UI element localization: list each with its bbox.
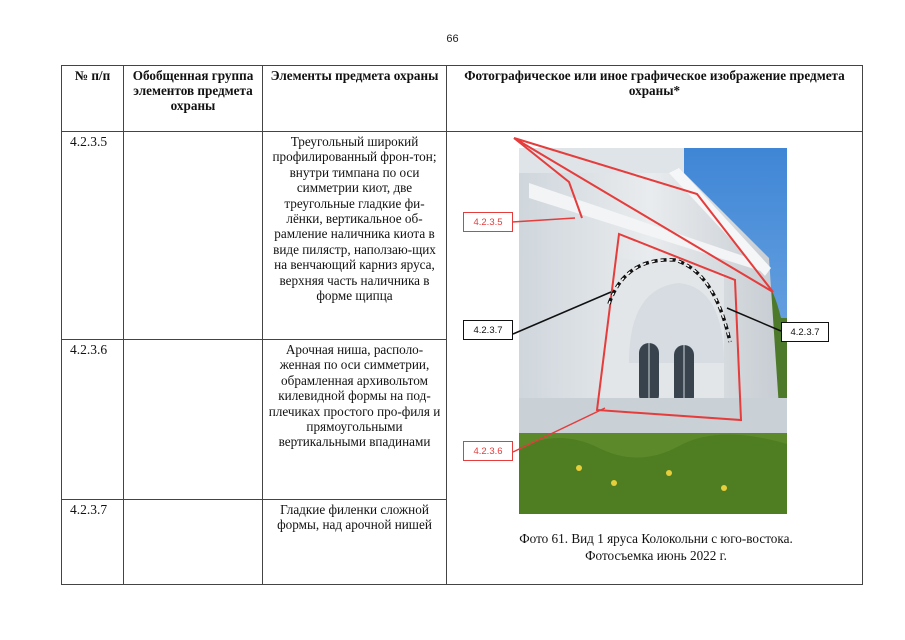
panel-right-leader — [727, 308, 781, 331]
pediment-lower-edge — [514, 138, 582, 218]
callout-panel-left: 4.2.3.7 — [463, 320, 513, 340]
table-row — [62, 132, 863, 340]
header-group: Обобщенная группа элементов предмета охраны — [124, 66, 263, 132]
header-number: № п/п — [62, 66, 124, 132]
row-number: 4.2.3.6 — [62, 340, 124, 500]
panel-outline-black — [609, 260, 730, 342]
row-elements: Арочная ниша, располо-женная по оси симметрии, обрамленная архивольтом килевидной формы на под-плечиках простого про-филя и прямоугольными вертикальными впадинами — [263, 340, 447, 500]
row-elements: Гладкие филенки сложной формы, над арочной нишей — [263, 500, 447, 585]
niche-leader — [513, 408, 605, 452]
image-cell — [447, 132, 863, 585]
annotation-overlay — [447, 132, 865, 584]
row-group — [124, 340, 263, 500]
table-header-row — [62, 66, 863, 132]
page-number: 66 — [446, 33, 459, 45]
pediment-leader — [512, 218, 575, 222]
photo-caption-line-2: Фотосъемка июнь 2022 г. — [585, 548, 727, 563]
row-elements: Треугольный широкий профилированный фрон-тон; внутри тимпана по оси симметрии киот, две треугольные гладкие фи-лёнки, вертикальное об-рамление наличника киота в виде пилястр, наползаю-щих на венчающий карниз яруса, верхняя часть наличника в форме щипца — [263, 132, 447, 340]
niche-outline — [597, 234, 741, 420]
photo-caption-line-1: Фото 61. Вид 1 яруса Колокольни с юго-востока. — [519, 531, 793, 546]
heritage-elements-table — [61, 65, 863, 585]
row-number: 4.2.3.5 — [62, 132, 124, 340]
row-group — [124, 500, 263, 585]
row-group — [124, 132, 263, 340]
panel-left-leader — [513, 292, 611, 334]
header-elements: Элементы предмета охраны — [263, 66, 447, 132]
figure — [447, 132, 865, 584]
callout-niche: 4.2.3.6 — [463, 441, 513, 461]
header-image: Фотографическое или иное графическое изображение предмета охраны* — [447, 66, 863, 132]
callout-panel-right: 4.2.3.7 — [781, 322, 829, 342]
row-number: 4.2.3.7 — [62, 500, 124, 585]
callout-pediment: 4.2.3.5 — [463, 212, 513, 232]
pediment-outline — [514, 138, 773, 292]
